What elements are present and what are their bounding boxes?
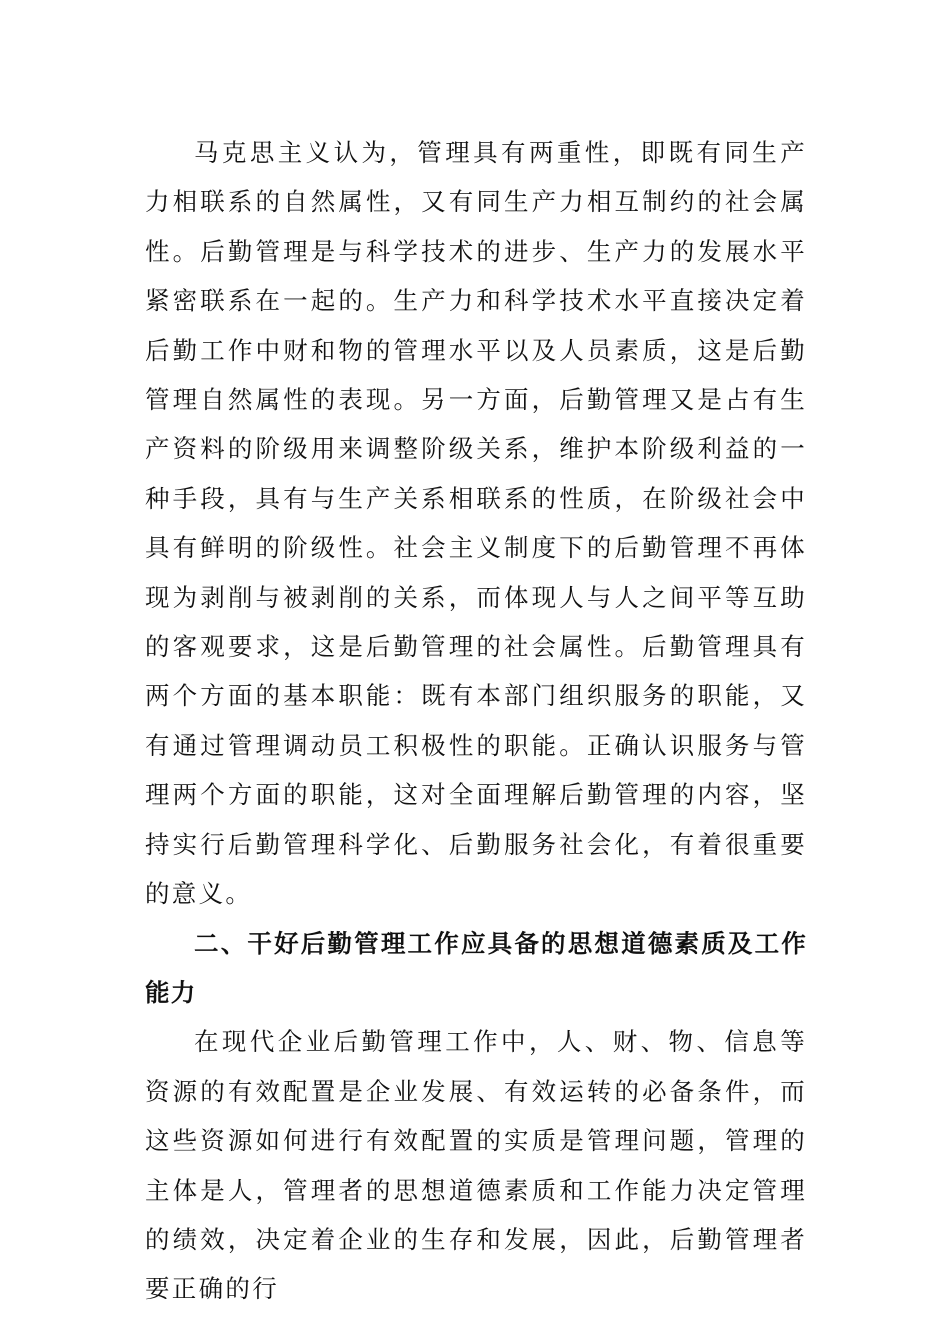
document-page: [145, 128, 807, 1314]
body-paragraph: 马克思主义认为，管理具有两重性，即既有同生产力相联系的自然属性，又有同生产力相互制约的社会属性。后勤管理是与科学技术的进步、生产力的发展水平紧密联系在一起的。生产力和科学技术水平直接决定着后勤工作中财和物的管理水平以及人员素质，这是后勤管理自然属性的表现。另一方面，后勤管理又是占有生产资料的阶级用来调整阶级关系，维护本阶级利益的一种手段，具有与生产关系相联系的性质，在阶级社会中具有鲜明的阶级性。社会主义制度下的后勤管理不再体现为剥削与被剥削的关系，而体现人与人之间平等互助的客观要求，这是后勤管理的社会属性。后勤管理具有两个方面的基本职能：既有本部门组织服务的职能，又有通过管理调动员工积极性的职能。正确认识服务与管理两个方面的职能，这对全面理解后勤管理的内容，坚持实行后勤管理科学化、后勤服务社会化，有着很重要的意义。: [145, 138, 807, 909]
body-paragraph: 在现代企业后勤管理工作中，人、财、物、信息等资源的有效配置是企业发展、有效运转的必备条件，而这些资源如何进行有效配置的实质是管理问题，管理的主体是人，管理者的思想道德素质和工作能力决定管理的绩效，决定着企业的生存和发展，因此，后勤管理者要正确的行: [145, 1027, 807, 1304]
section-heading: 二、干好后勤管理工作应具备的思想道德素质及工作能力: [145, 928, 807, 1007]
